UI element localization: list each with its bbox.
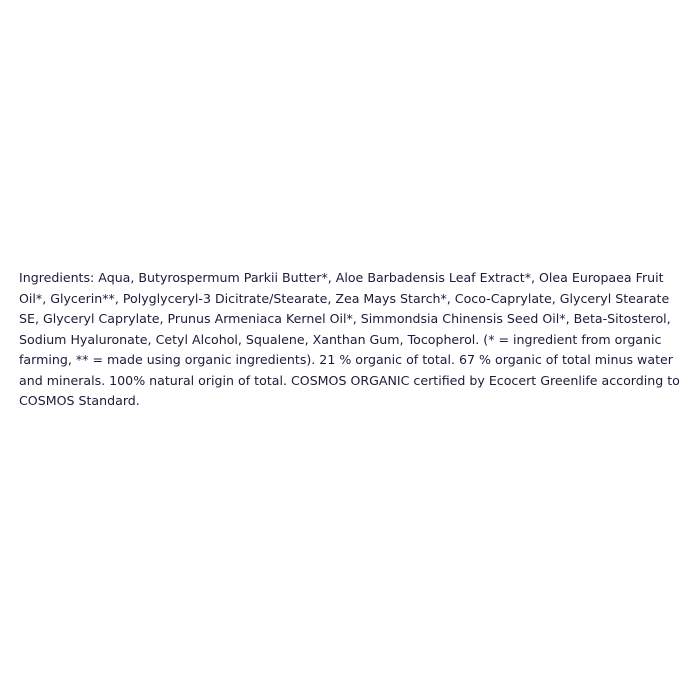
ingredients-paragraph: Ingredients: Aqua, Butyrospermum Parkii Butter*, Aloe Barbadensis Leaf Extract*, Olea Europaea Fruit Oil*, Glycerin**, Polyglyceryl-3 Dicitrate/Stearate, Zea Mays Starch*, Coco-Caprylate, Glyceryl Stearate SE, Glyceryl Caprylate, Prunus Armeniaca Kernel Oil*, Simmondsia Chinensis Seed Oil*, Beta-Sitosterol, Sodium Hyaluronate, Cetyl Alcohol, Squalene, Xanthan Gum, Tocopherol. (* = ingredient from organic farming, ** = made using organic ingredients). 21 % organic of total. 67 % organic of total minus water and minerals. 100% natural origin of total. COSMOS ORGANIC certified by Ecocert Greenlife according to COSMOS Standard. [19, 270, 680, 408]
